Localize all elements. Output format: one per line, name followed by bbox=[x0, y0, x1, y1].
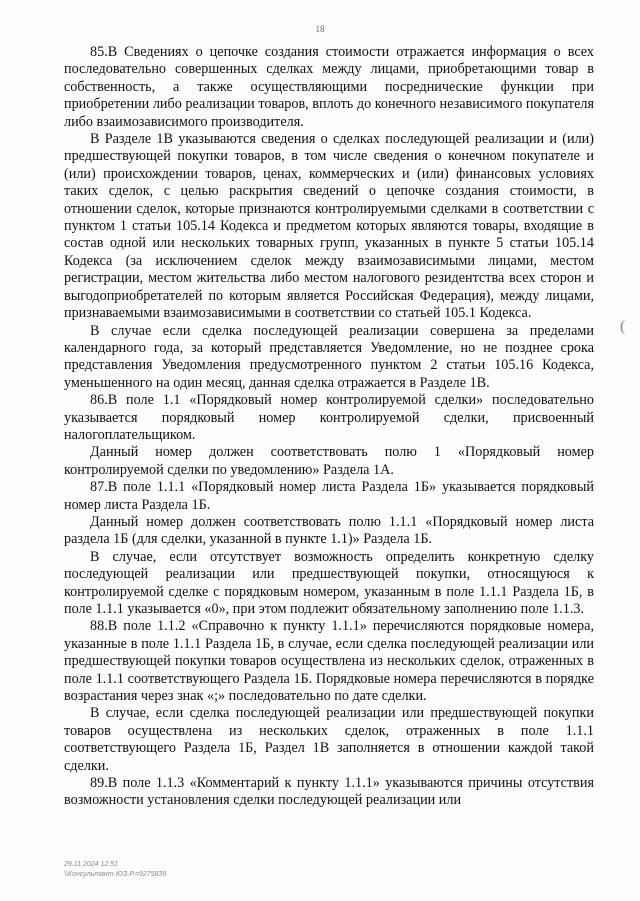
paragraph-calendar-year: В случае если сделка последующей реализации совершена за пределами календарного года, за который представляется Уведомление, но не позднее срока представления Уведомления предусмотренного пунктом 2 статьи 105.16 Кодекса, уменьшенного на один месяц, данная сделка отражается в Разделе 1В. bbox=[64, 322, 594, 391]
margin-bracket-mark: ( bbox=[620, 318, 626, 335]
footer-timestamp: 29.11.2024 12:51 bbox=[64, 861, 118, 868]
document-body bbox=[64, 44, 594, 810]
paragraph-section-1v: В Разделе 1В указываются сведения о сделках последующей реализации и (или) предшествующей покупки товаров, в том числе сведения о конечном покупателе и (или) происхождении товаров, ценах, коммерческих и (или) финансовых условиях таких сделок, с целью раскрытия сведений о цепочке создания стоимости, в отношении сделок, которые признаются контролируемыми сделками в соответствии с пунктом 1 статьи 105.14 Кодекса и предметом которых являются товары, входящие в состав одной или нескольких товарных групп, указанных в пункте 5 статьи 105.14 Кодекса (за исключением сделок между взаимозависимыми лицами, местом регистрации, местом жительства либо местом налогового резидентства всех сторон и выгодоприобретателей по которым является Российская Федерация), между лицами, признаваемыми взаимозависимыми в соответствии со статьей 105.1 Кодекса. bbox=[64, 131, 594, 322]
paragraph-88-multiple: В случае, если сделка последующей реализации или предшествующей покупки товаров осуществлена из нескольких сделок, отраженных в поле 1.1.1 соответствующего Раздела 1Б, Раздел 1В заполняется в отношении каждой такой сделки. bbox=[64, 705, 594, 774]
paragraph-87: 87.В поле 1.1.1 «Порядковый номер листа Раздела 1Б» указывается порядковый номер листа Раздела 1Б. bbox=[64, 479, 594, 513]
footer-stamp bbox=[64, 860, 166, 880]
paragraph-89: 89.В поле 1.1.3 «Комментарий к пункту 1.1.1» указываются причины отсутствия возможности установления сделки последующей реализации или bbox=[64, 775, 594, 809]
paragraph-86-number: Данный номер должен соответствовать полю 1 «Порядковый номер контролируемой сделки по уведомлению» Раздела 1А. bbox=[64, 444, 594, 478]
paragraph-85: 85.В Сведениях о цепочке создания стоимости отражается информация о всех последовательно совершенных сделках между лицами, приобретающими товар в собственность, а также осуществляющими посреднические функции при приобретении либо реализации товаров, вплоть до конечного независимого покупателя либо взаимозависимого производителя. bbox=[64, 44, 594, 130]
paragraph-86: 86.В поле 1.1 «Порядковый номер контролируемой сделки» последовательно указывается порядковый номер контролируемой сделки, присвоенный налогоплательщиком. bbox=[64, 392, 594, 443]
paragraph-87-zero: В случае, если отсутствует возможность определить конкретную сделку последующей реализации или предшествующей покупки, относящуюся к контролируемой сделке с порядковым номером, указанным в поле 1.1.1 Раздела 1Б, в поле 1.1.1 указывается «0», при этом подлежит обязательному заполнению поле 1.1.3. bbox=[64, 548, 594, 617]
paragraph-88: 88.В поле 1.1.2 «Справочно к пункту 1.1.1» перечисляются порядковые номера, указанные в поле 1.1.1 Раздела 1Б, в случае, если сделка последующей реализации или предшествующей покупки товаров осуществлена из нескольких сделок, отраженных в поле 1.1.1 соответствующего Раздела 1Б. Порядковые номера перечисляются в порядке возрастания через знак «;» последовательно по дате сделки. bbox=[64, 618, 594, 705]
footer-source: \\Консультант·ЮЗ.Р.=9275839 bbox=[64, 871, 167, 878]
page-number: 18 bbox=[315, 24, 325, 34]
paragraph-87-number: Данный номер должен соответствовать полю 1.1.1 «Порядковый номер листа раздела 1Б (для сделки, указанной в пункте 1.1)» Раздела 1Б. bbox=[64, 513, 594, 548]
